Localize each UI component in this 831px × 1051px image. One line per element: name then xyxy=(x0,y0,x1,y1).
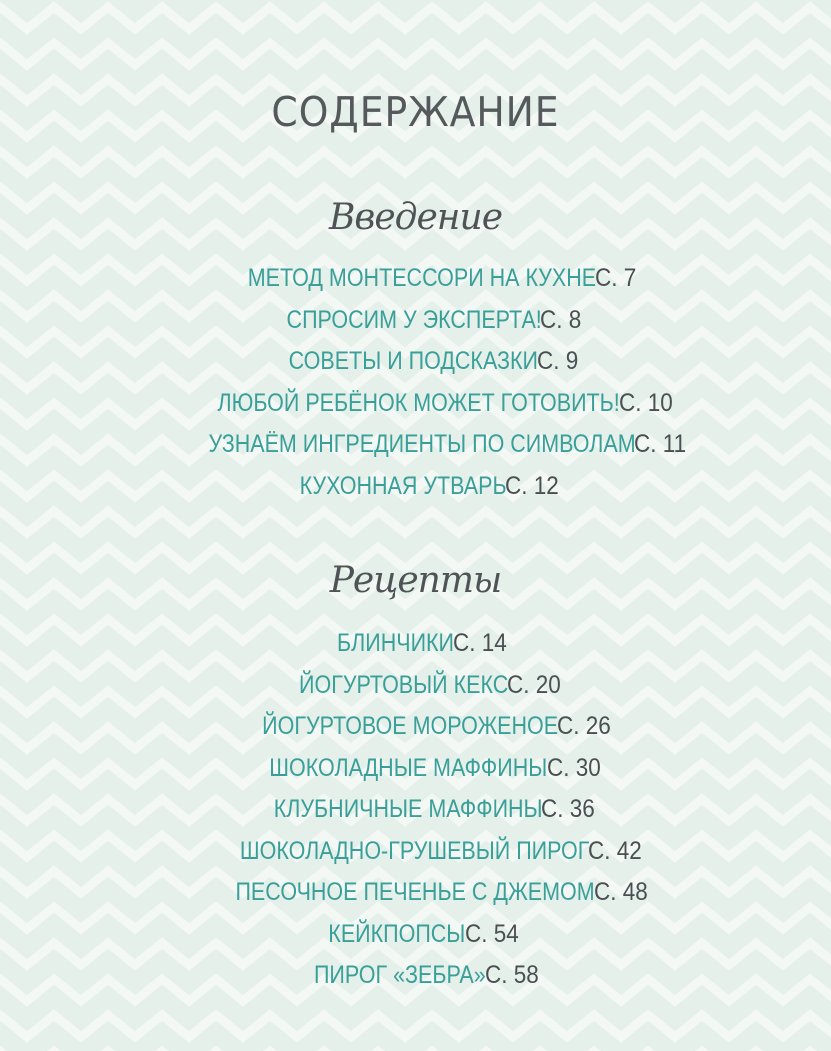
toc-entry-page: С. 54 xyxy=(464,919,519,948)
toc-entry-page: С. 20 xyxy=(506,670,561,699)
toc-entry-page: С. 36 xyxy=(541,795,596,823)
toc-entry-page: С. 48 xyxy=(593,878,648,906)
toc-entry[interactable] xyxy=(0,831,831,873)
toc-entry[interactable] xyxy=(0,424,831,466)
toc-entry-page: С. 9 xyxy=(537,347,579,375)
toc-entry[interactable] xyxy=(0,383,831,425)
toc-entry-page: С. 11 xyxy=(634,430,687,458)
toc-entry-page: С. 26 xyxy=(557,712,611,740)
toc-entry-title: БЛИНЧИКИ xyxy=(337,629,455,657)
toc-entry[interactable] xyxy=(0,914,831,956)
toc-entry-title: ЛЮБОЙ РЕБЁНОК МОЖЕТ ГОТОВИТЬ! xyxy=(217,388,621,417)
toc-entry-page: С. 12 xyxy=(505,471,560,500)
toc-entry-page: С. 8 xyxy=(540,305,582,334)
toc-entry-title: СОВЕТЫ И ПОДСКАЗКИ xyxy=(288,347,539,375)
toc-entry[interactable] xyxy=(0,341,831,383)
toc-entry-title: КЕЙКПОПСЫ xyxy=(328,919,466,948)
toc-entry-title: ПИРОГ «ЗЕБРА» xyxy=(314,961,486,989)
toc-entry-title: ШОКОЛАДНЫЕ МАФФИНЫ xyxy=(269,753,548,782)
toc-entry-page: С. 10 xyxy=(618,388,673,417)
toc-entry[interactable] xyxy=(0,872,831,914)
toc-entry[interactable] xyxy=(0,623,831,665)
toc-entry[interactable] xyxy=(0,706,831,748)
page-title: СОДЕРЖАНИЕ xyxy=(271,88,560,136)
toc-entry-page: С. 7 xyxy=(594,264,636,292)
toc-entry-title: КУХОННАЯ УТВАРЬ xyxy=(299,471,507,500)
section-introduction xyxy=(0,192,831,507)
toc-entry[interactable] xyxy=(0,300,831,342)
toc-entry[interactable] xyxy=(0,748,831,790)
toc-entry-page: С. 42 xyxy=(588,836,643,865)
toc-entry-page: С. 30 xyxy=(546,753,601,782)
toc-entry[interactable] xyxy=(0,955,831,997)
toc-entry[interactable] xyxy=(0,789,831,831)
toc-entry-title: МЕТОД МОНТЕССОРИ НА КУХНЕ xyxy=(247,264,596,292)
toc-entry-title: ШОКОЛАДНО-ГРУШЕВЫЙ ПИРОГ xyxy=(239,836,590,865)
toc-entry-title: ЙОГУРТОВЫЙ КЕКС xyxy=(298,670,508,699)
section-recipes xyxy=(0,555,831,997)
toc-entry[interactable] xyxy=(0,665,831,707)
section-heading: Введение xyxy=(328,197,503,238)
section-heading: Рецепты xyxy=(329,560,502,601)
toc-entry-title: ЙОГУРТОВОЕ МОРОЖЕНОЕ xyxy=(262,712,559,740)
toc-entry[interactable] xyxy=(0,258,831,300)
toc-entry-title: СПРОСИМ У ЭКСПЕРТА! xyxy=(286,305,542,334)
toc-list xyxy=(0,258,831,507)
toc-entry-page: С. 14 xyxy=(453,629,507,657)
toc-list xyxy=(0,623,831,997)
toc-entry[interactable] xyxy=(0,466,831,508)
toc-entry-title: ПЕСОЧНОЕ ПЕЧЕНЬЕ С ДЖЕМОМ xyxy=(235,878,595,906)
toc-entry-page: С. 58 xyxy=(484,961,539,989)
toc-entry-title: УЗНАЁМ ИНГРЕДИЕНТЫ ПО СИМВОЛАМ xyxy=(208,430,636,458)
toc-entry-title: КЛУБНИЧНЫЕ МАФФИНЫ xyxy=(273,795,543,823)
